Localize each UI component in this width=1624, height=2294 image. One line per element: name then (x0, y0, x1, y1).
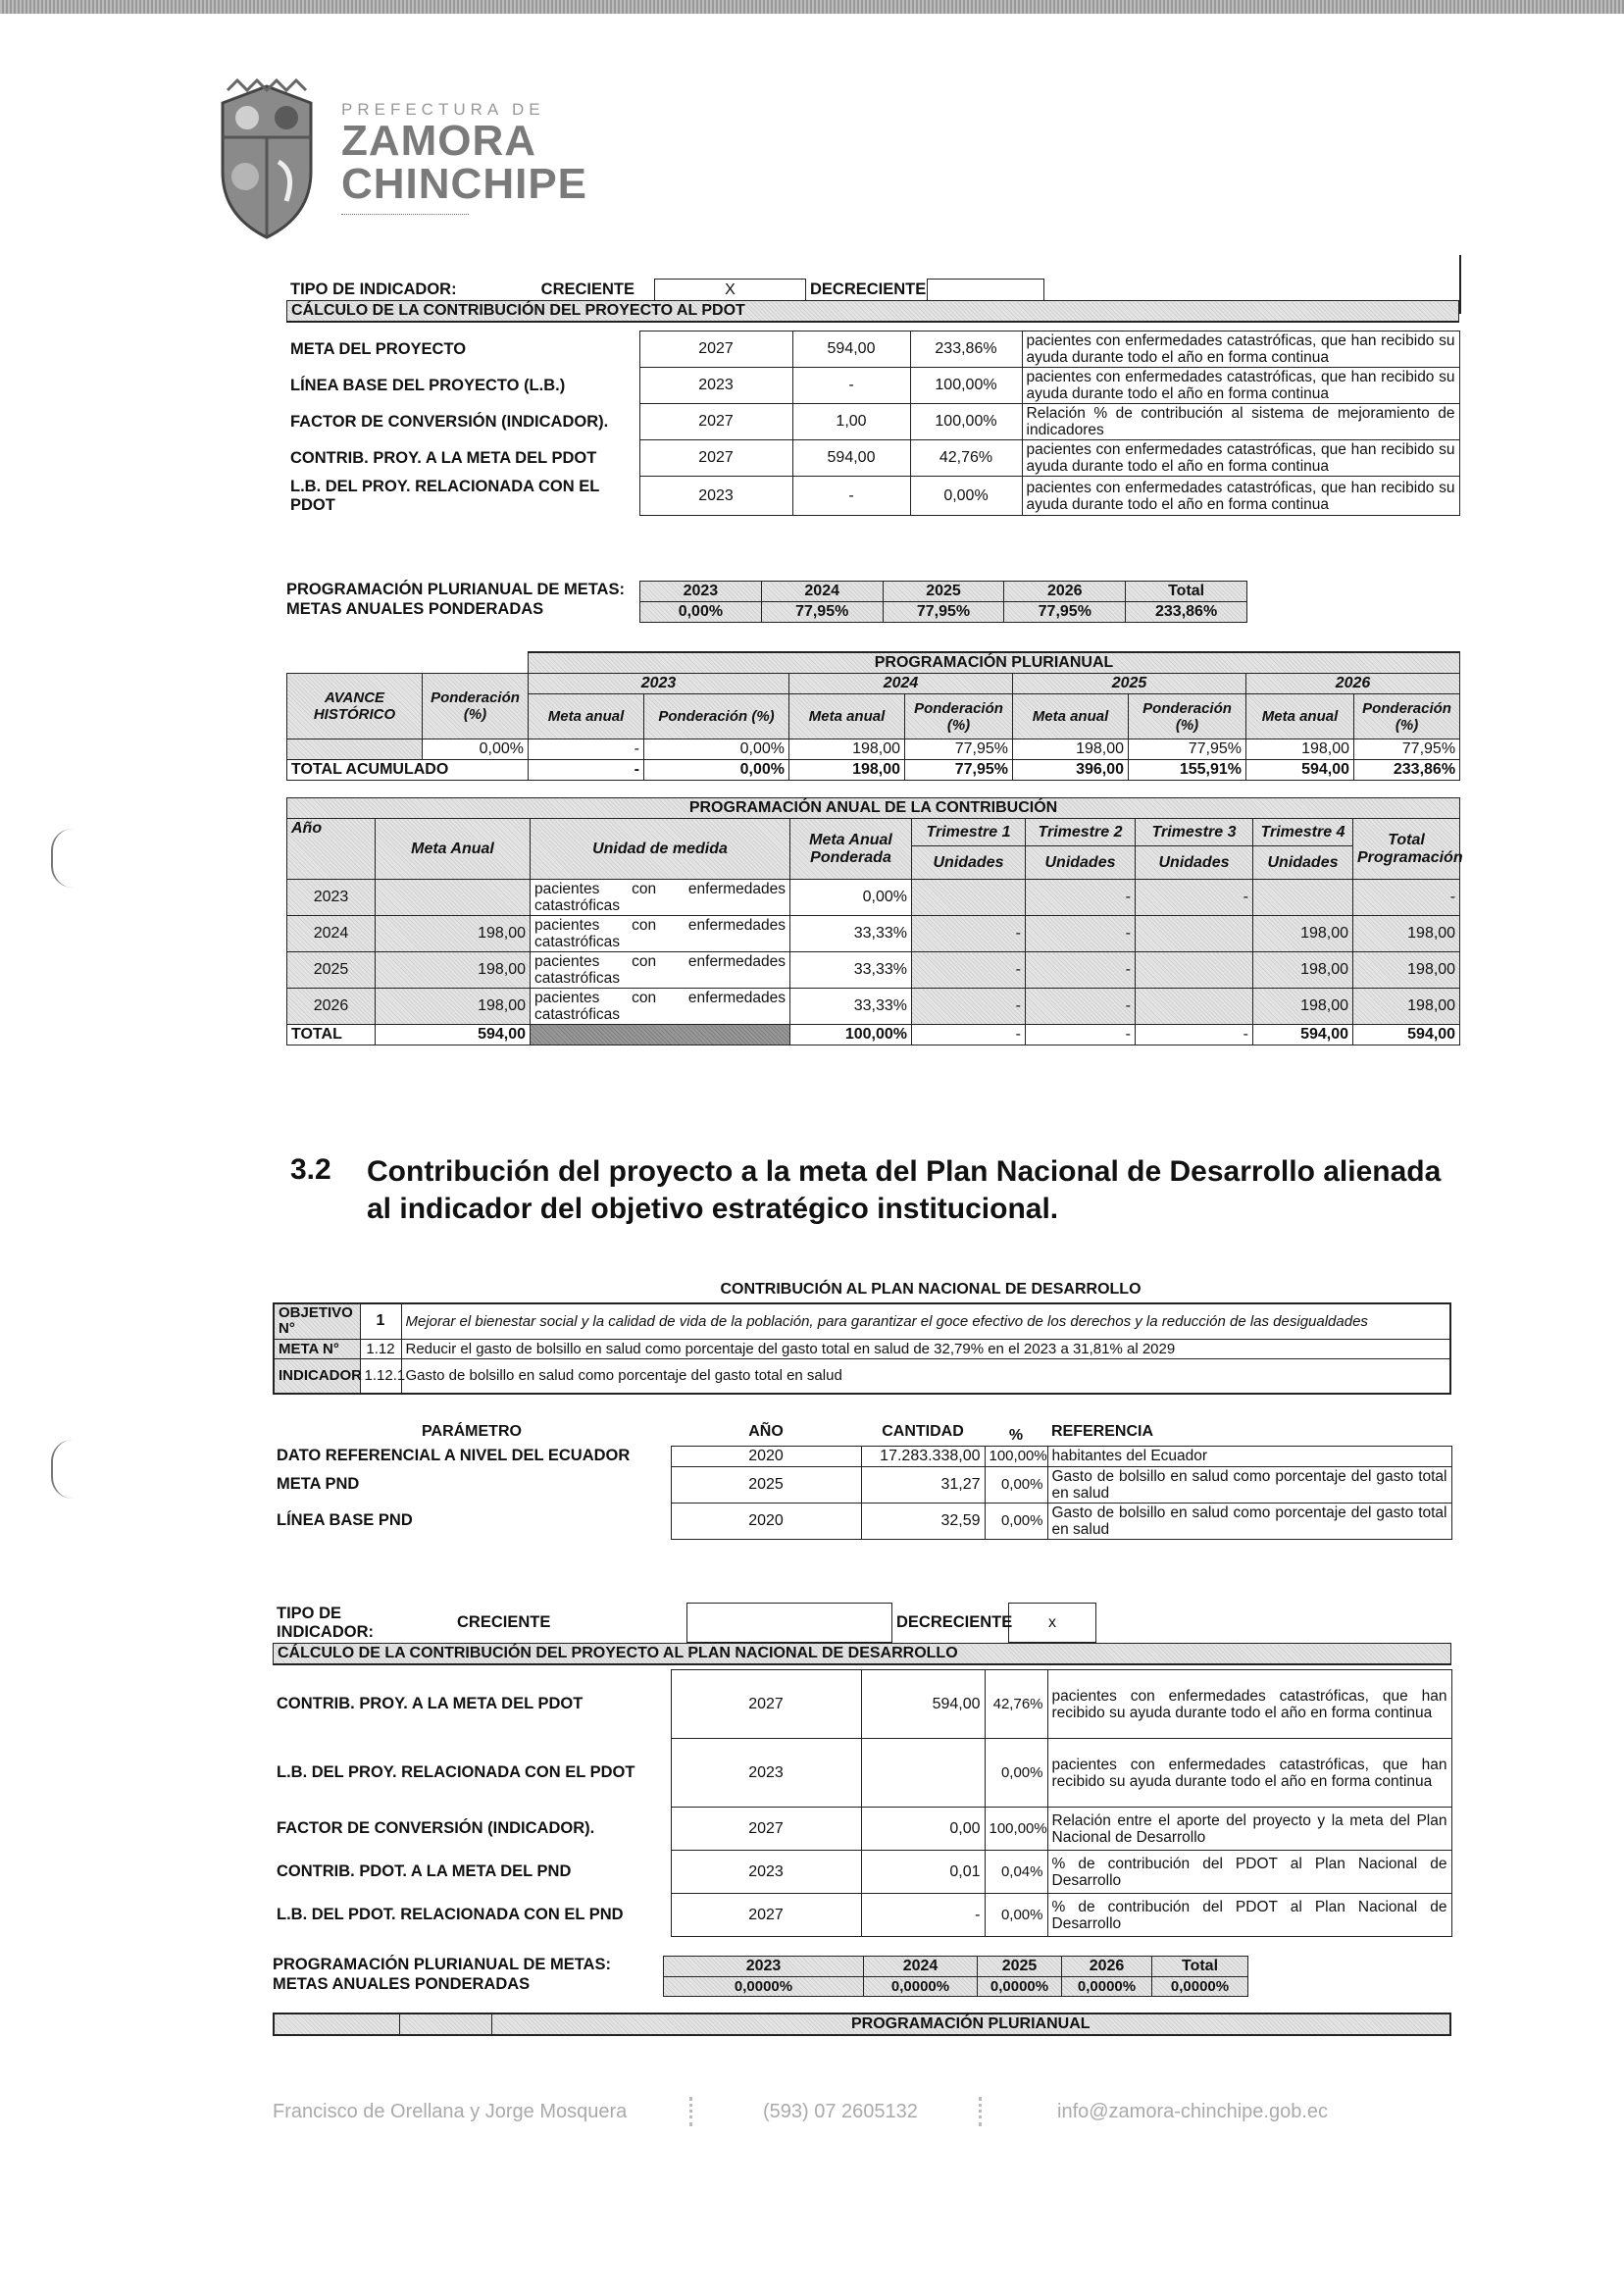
pnd-calc-row-value: - (861, 1894, 985, 1937)
param-row-label: DATO REFERENCIAL A NIVEL DEL ECUADOR (277, 1447, 631, 1464)
calc-row-label: FACTOR DE CONVERSIÓN (INDICADOR). (290, 412, 609, 431)
plur-year-header: 2026 (1004, 582, 1126, 602)
pnd-calc-row-year: 2027 (671, 1808, 861, 1851)
anual-row-t2: - (1026, 952, 1136, 989)
pnd-calc-row-label: L.B. DEL PROY. RELACIONADA CON EL PDOT (277, 1763, 635, 1781)
pdot-calc-title: CÁLCULO DE LA CONTRIBUCIÓN DEL PROYECTO AL PDOT (287, 301, 1459, 323)
pnd-plur-year-value: 0,0000% (978, 1977, 1062, 1997)
footer-email: info@zamora-chinchipe.gob.ec (1057, 2101, 1329, 2122)
calc-row-reference: pacientes con enfermedades catastróficas, que han recibido su ayuda durante todo el año en forma continua (1022, 440, 1459, 477)
indicador-num: 1.12.1 (360, 1358, 401, 1394)
pdot-plur-label1: PROGRAMACIÓN PLURIANUAL DE METAS: (286, 581, 625, 598)
pnd-plur-year-value: 0,0000% (664, 1977, 864, 1997)
meta-anual-subheader: Meta anual (1246, 694, 1354, 739)
param-row-reference: Gasto de bolsillo en salud como porcentaje del gasto total en salud (1047, 1466, 1451, 1503)
param-row-label: META PND (277, 1475, 360, 1493)
anual-row-anio: 2024 (287, 916, 376, 952)
plur-year-header: 2023 (640, 582, 762, 602)
pdot-plur-label2: METAS ANUALES PONDERADAS (286, 600, 544, 618)
pct-header: % (1008, 1426, 1024, 1444)
indicador-text: Gasto de bolsillo en salud como porcentaje del gasto total en salud (401, 1358, 1450, 1394)
logo-underline (341, 214, 469, 215)
pnd-plur-year-header: Total (1152, 1957, 1248, 1977)
ponderacion-subheader: Ponderación (%) (644, 694, 789, 739)
calc-row-label: L.B. DEL PROY. RELACIONADA CON EL PDOT (290, 477, 600, 514)
pnd-calc-row-label: CONTRIB. PDOT. A LA META DEL PND (277, 1862, 572, 1880)
param-row-year: 2020 (671, 1503, 861, 1539)
calc-row-value: 594,00 (792, 331, 910, 368)
calc-row-label: META DEL PROYECTO (290, 339, 467, 358)
tipo-label: TIPO DE INDICADOR: (290, 280, 457, 298)
anual-row-total: - (1353, 880, 1460, 916)
cantidad-header: CANTIDAD (882, 1422, 964, 1440)
objetivo-num: 1 (360, 1303, 401, 1339)
punch-hole-mark (51, 829, 73, 888)
calc-row-reference: pacientes con enfermedades catastróficas, que han recibido su ayuda durante todo el año en forma continua (1022, 477, 1459, 516)
anual-row-t2: - (1026, 989, 1136, 1025)
anual-row-t3 (1136, 916, 1253, 952)
plur-year-header: Total (1126, 582, 1247, 602)
param-row-cantidad: 17.283.338,00 (861, 1446, 985, 1466)
pnd-prog-blank (274, 2014, 399, 2035)
pnd-tipo-label: TIPO DE INDICADOR: (277, 1604, 374, 1641)
anual-row-total: 198,00 (1353, 989, 1460, 1025)
anual-row-unidad: pacientes con enfermedades catastróficas (531, 952, 790, 989)
year-2025-header: 2025 (1013, 674, 1246, 694)
meta-num: 1.12 (360, 1339, 401, 1358)
plur-year-header: 2025 (883, 582, 1004, 602)
org-name-line2: CHINCHIPE (341, 160, 588, 208)
anual-title: PROGRAMACIÓN ANUAL DE LA CONTRIBUCIÓN (287, 798, 1460, 819)
anual-row-t4: 198,00 (1253, 989, 1353, 1025)
pnd-calc-row-value: 0,01 (861, 1851, 985, 1894)
anual-row-meta (376, 880, 531, 916)
anual-row-unidad: pacientes con enfermedades catastróficas (531, 989, 790, 1025)
param-row-label: LÍNEA BASE PND (277, 1511, 413, 1529)
prefectura-logo (204, 78, 596, 250)
param-row-pct: 0,00% (985, 1503, 1047, 1539)
creciente-mark: X (655, 280, 806, 301)
pnd-plur-label1: PROGRAMACIÓN PLURIANUAL DE METAS: (273, 1956, 611, 1973)
anual-total-t2: - (1026, 1025, 1136, 1045)
pnd-calc-row-year: 2027 (671, 1670, 861, 1739)
anual-row-t4: 198,00 (1253, 952, 1353, 989)
year-2024-header: 2024 (789, 674, 1013, 694)
pnd-plur-year-header: 2025 (978, 1957, 1062, 1977)
anual-row-unidad: pacientes con enfermedades catastróficas (531, 880, 790, 916)
pnd-creciente-mark (687, 1604, 892, 1643)
pnd-calc-row-year: 2023 (671, 1851, 861, 1894)
punch-hole-mark (51, 1440, 73, 1499)
plur-year-value: 77,95% (761, 602, 883, 623)
calc-row-pct: 42,76% (910, 440, 1022, 477)
creciente-label: CRECIENTE (540, 280, 634, 298)
unidades-label: Unidades (1026, 846, 1136, 880)
anual-row-meta: 198,00 (376, 952, 531, 989)
pnd-plur-year-header: 2024 (864, 1957, 978, 1977)
total-acumulado-value: 155,91% (1129, 760, 1246, 781)
anual-total-pond: 100,00% (790, 1025, 912, 1045)
anual-total-header: Total Programación (1353, 819, 1460, 880)
row1-value: 198,00 (1013, 739, 1129, 760)
anual-row-anio: 2026 (287, 989, 376, 1025)
meta-anual-subheader: Meta anual (1013, 694, 1129, 739)
calc-row-reference: pacientes con enfermedades catastróficas, que han recibido su ayuda durante todo el año en forma continua (1022, 331, 1459, 368)
calc-row-pct: 233,86% (910, 331, 1022, 368)
prog-title: PROGRAMACIÓN PLURIANUAL (529, 652, 1460, 674)
org-name-line1: ZAMORA (341, 117, 537, 165)
objetivo-text: Mejorar el bienestar social y la calidad de vida de la población, para garantizar el goce efectivo de los derechos y la reducción de las desigualdades (401, 1303, 1450, 1339)
anio-header: AÑO (748, 1422, 784, 1440)
section-title: Contribución del proyecto a la meta del Plan Nacional de Desarrollo alienada al indicador del objetivo estratégico institucional. (367, 1155, 1442, 1225)
anual-row-meta: 198,00 (376, 916, 531, 952)
plur-year-value: 233,86% (1126, 602, 1247, 623)
calc-row-reference: Relación % de contribución al sistema de mejoramiento de indicadores (1022, 404, 1459, 440)
anual-total-t3: - (1136, 1025, 1253, 1045)
meta-anual-subheader: Meta anual (529, 694, 644, 739)
calc-row-pct: 0,00% (910, 477, 1022, 516)
calc-row-value: - (792, 368, 910, 404)
anual-unidad-header: Unidad de medida (531, 819, 790, 880)
avance-historico: AVANCE HISTÓRICO (287, 674, 423, 739)
param-row-cantidad: 31,27 (861, 1466, 985, 1503)
unidades-label: Unidades (1136, 846, 1253, 880)
anual-row-anio: 2025 (287, 952, 376, 989)
calc-row-pct: 100,00% (910, 368, 1022, 404)
anual-row-unidad: pacientes con enfermedades catastróficas (531, 916, 790, 952)
pnd-title: CONTRIBUCIÓN AL PLAN NACIONAL DE DESARROLLO (720, 1281, 1142, 1298)
unidades-label: Unidades (1253, 846, 1353, 880)
total-acumulado-value: 594,00 (1246, 760, 1354, 781)
row1-value: 198,00 (1246, 739, 1354, 760)
param-row-reference: habitantes del Ecuador (1047, 1446, 1451, 1466)
param-row-year: 2025 (671, 1466, 861, 1503)
coat-of-arms-icon (208, 78, 326, 245)
row1-value: - (529, 739, 644, 760)
objetivo-label: OBJETIVO N° (274, 1303, 360, 1339)
row1-value: 0,00% (644, 739, 789, 760)
pnd-calc-row-year: 2027 (671, 1894, 861, 1937)
anual-row-t1: - (912, 989, 1026, 1025)
pnd-calc-row-pct: 100,00% (985, 1808, 1047, 1851)
footer-divider (979, 2097, 990, 2126)
pnd-calc-row-reference: % de contribución del PDOT al Plan Nacional de Desarrollo (1047, 1894, 1451, 1937)
ponderacion-subheader: Ponderación (%) (1354, 694, 1460, 739)
anual-row-anio: 2023 (287, 880, 376, 916)
anual-meta-header: Meta Anual (376, 819, 531, 880)
scan-top-edge (0, 0, 1624, 14)
pnd-calc-title: CÁLCULO DE LA CONTRIBUCIÓN DEL PROYECTO AL PLAN NACIONAL DE DESARROLLO (274, 1644, 1451, 1665)
meta-anual-subheader: Meta anual (789, 694, 905, 739)
calc-row-label: CONTRIB. PROY. A LA META DEL PDOT (290, 448, 597, 467)
trim1-header: Trimestre 1 (912, 819, 1026, 846)
pnd-calc-row-reference: Relación entre el aporte del proyecto y la meta del Plan Nacional de Desarrollo (1047, 1808, 1451, 1851)
calc-row-year: 2027 (639, 440, 792, 477)
pdot-programacion-table (286, 651, 1459, 781)
anual-row-t4: 198,00 (1253, 916, 1353, 952)
footer-divider (689, 2097, 700, 2126)
year-2023-header: 2023 (529, 674, 789, 694)
calc-row-pct: 100,00% (910, 404, 1022, 440)
pnd-calc-row-value: 594,00 (861, 1670, 985, 1739)
total-acumulado-label: TOTAL ACUMULADO (287, 760, 529, 781)
org-prefix: PREFECTURA DE (341, 100, 545, 119)
anual-row-t2: - (1026, 880, 1136, 916)
pdot-calc-table (286, 300, 1459, 516)
pnd-decreciente-label: DECRECIENTE (896, 1613, 1013, 1631)
pnd-calc-row-pct: 0,04% (985, 1851, 1047, 1894)
row1-value: 77,95% (1354, 739, 1460, 760)
pnd-params-table (273, 1418, 1451, 1540)
anual-row-t2: - (1026, 916, 1136, 952)
anual-total-t4: 594,00 (1253, 1025, 1353, 1045)
pnd-calc-row-reference: pacientes con enfermedades catastróficas, que han recibido su ayuda durante todo el año en forma continua (1047, 1739, 1451, 1808)
trim4-header: Trimestre 4 (1253, 819, 1353, 846)
anual-row-t3 (1136, 989, 1253, 1025)
pnd-calc-row-value (861, 1739, 985, 1808)
param-row-pct: 0,00% (985, 1466, 1047, 1503)
anual-row-t3 (1136, 952, 1253, 989)
indicador-label: INDICADOR (274, 1358, 360, 1394)
pnd-calc-row-reference: % de contribución del PDOT al Plan Nacional de Desarrollo (1047, 1851, 1451, 1894)
pnd-calc-row-year: 2023 (671, 1739, 861, 1808)
ponderacion-header: Ponderación (%) (423, 674, 529, 739)
pnd-plur-year-header: 2023 (664, 1957, 864, 1977)
anual-pond-header: Meta Anual Ponderada (790, 819, 912, 880)
pnd-calc-row-pct: 0,00% (985, 1894, 1047, 1937)
anual-row-t3: - (1136, 880, 1253, 916)
pnd-plur-year-header: 2026 (1062, 1957, 1152, 1977)
pnd-calc-row-pct: 0,00% (985, 1739, 1047, 1808)
decreciente-label: DECRECIENTE (810, 280, 927, 298)
pnd-decreciente-mark: x (1009, 1604, 1096, 1643)
section-number: 3.2 (290, 1153, 331, 1186)
plur-year-value: 77,95% (1004, 602, 1126, 623)
calc-row-year: 2023 (639, 368, 792, 404)
pnd-calc-row-label: L.B. DEL PDOT. RELACIONADA CON EL PND (277, 1906, 624, 1923)
row1-ponderacion: 0,00% (423, 739, 529, 760)
trim3-header: Trimestre 3 (1136, 819, 1253, 846)
total-acumulado-value: 77,95% (905, 760, 1013, 781)
ponderacion-subheader: Ponderación (%) (905, 694, 1013, 739)
pdot-anual-table (286, 797, 1463, 1045)
pnd-calc-row-value: 0,00 (861, 1808, 985, 1851)
meta-text: Reducir el gasto de bolsillo en salud como porcentaje del gasto total en salud de 32,79% en el 2023 a 31,81% al 2029 (401, 1339, 1450, 1358)
anual-total-sum: 594,00 (1353, 1025, 1460, 1045)
anual-total-meta: 594,00 (376, 1025, 531, 1045)
row1-value: 198,00 (789, 739, 905, 760)
pnd-type-block (273, 1603, 1451, 1937)
row1-value: 77,95% (905, 739, 1013, 760)
avance-cell (287, 739, 423, 760)
pnd-plur-label2: METAS ANUALES PONDERADAS (273, 1975, 531, 1993)
param-row-cantidad: 32,59 (861, 1503, 985, 1539)
anual-row-total: 198,00 (1353, 952, 1460, 989)
calc-row-label: LÍNEA BASE DEL PROYECTO (L.B.) (290, 376, 566, 394)
pnd-creciente-label: CRECIENTE (457, 1613, 551, 1631)
plur-year-header: 2024 (761, 582, 883, 602)
trim2-header: Trimestre 2 (1026, 819, 1136, 846)
anual-row-pond: 0,00% (790, 880, 912, 916)
total-acumulado-value: - (529, 760, 644, 781)
total-acumulado-value: 198,00 (789, 760, 905, 781)
pnd-table (273, 1281, 1451, 1395)
decreciente-mark (928, 280, 1044, 301)
anual-anio-header: Año (287, 819, 376, 880)
calc-row-value: - (792, 477, 910, 516)
pnd-plur-year-value: 0,0000% (1152, 1977, 1248, 1997)
anual-row-pond: 33,33% (790, 989, 912, 1025)
anual-row-t1: - (912, 916, 1026, 952)
anual-row-t1: - (912, 952, 1026, 989)
plur-year-value: 0,00% (640, 602, 762, 623)
calc-row-value: 1,00 (792, 404, 910, 440)
total-acumulado-value: 233,86% (1354, 760, 1460, 781)
footer-phone: (593) 07 2605132 (763, 2101, 918, 2122)
pnd-plur-year-value: 0,0000% (1062, 1977, 1152, 1997)
anual-row-pond: 33,33% (790, 952, 912, 989)
anual-total-blank (531, 1025, 790, 1045)
pnd-calc-row-pct: 42,76% (985, 1670, 1047, 1739)
total-acumulado-value: 396,00 (1013, 760, 1129, 781)
plur-year-value: 77,95% (883, 602, 1004, 623)
pnd-prog-blank (399, 2014, 491, 2035)
param-row-year: 2020 (671, 1446, 861, 1466)
anual-row-pond: 33,33% (790, 916, 912, 952)
calc-row-reference: pacientes con enfermedades catastróficas, que han recibido su ayuda durante todo el año en forma continua (1022, 368, 1459, 404)
pnd-prog-title: PROGRAMACIÓN PLURIANUAL (491, 2014, 1450, 2035)
ponderacion-subheader: Ponderación (%) (1129, 694, 1246, 739)
footer-address: Francisco de Orellana y Jorge Mosquera (273, 2101, 628, 2122)
pnd-plur-year-value: 0,0000% (864, 1977, 978, 1997)
pnd-calc-row-label: FACTOR DE CONVERSIÓN (INDICADOR). (277, 1819, 595, 1837)
anual-row-meta: 198,00 (376, 989, 531, 1025)
anual-total-label: TOTAL (287, 1025, 376, 1045)
anual-total-t1: - (912, 1025, 1026, 1045)
referencia-header: REFERENCIA (1051, 1422, 1154, 1440)
unidades-label: Unidades (912, 846, 1026, 880)
calc-row-year: 2027 (639, 404, 792, 440)
calc-row-year: 2023 (639, 477, 792, 516)
meta-label: META N° (274, 1339, 360, 1358)
param-row-pct: 100,00% (985, 1446, 1047, 1466)
calc-row-value: 594,00 (792, 440, 910, 477)
param-header: PARÁMETRO (422, 1423, 522, 1440)
anual-row-total: 198,00 (1353, 916, 1460, 952)
anual-row-t4 (1253, 880, 1353, 916)
calc-row-year: 2027 (639, 331, 792, 368)
year-2026-header: 2026 (1246, 674, 1460, 694)
pnd-calc-row-reference: pacientes con enfermedades catastróficas, que han recibido su ayuda durante todo el año en forma continua (1047, 1670, 1451, 1739)
row1-value: 77,95% (1129, 739, 1246, 760)
total-acumulado-value: 0,00% (644, 760, 789, 781)
param-row-reference: Gasto de bolsillo en salud como porcentaje del gasto total en salud (1047, 1503, 1451, 1539)
anual-row-t1 (912, 880, 1026, 916)
pnd-calc-row-label: CONTRIB. PROY. A LA META DEL PDOT (277, 1695, 584, 1712)
